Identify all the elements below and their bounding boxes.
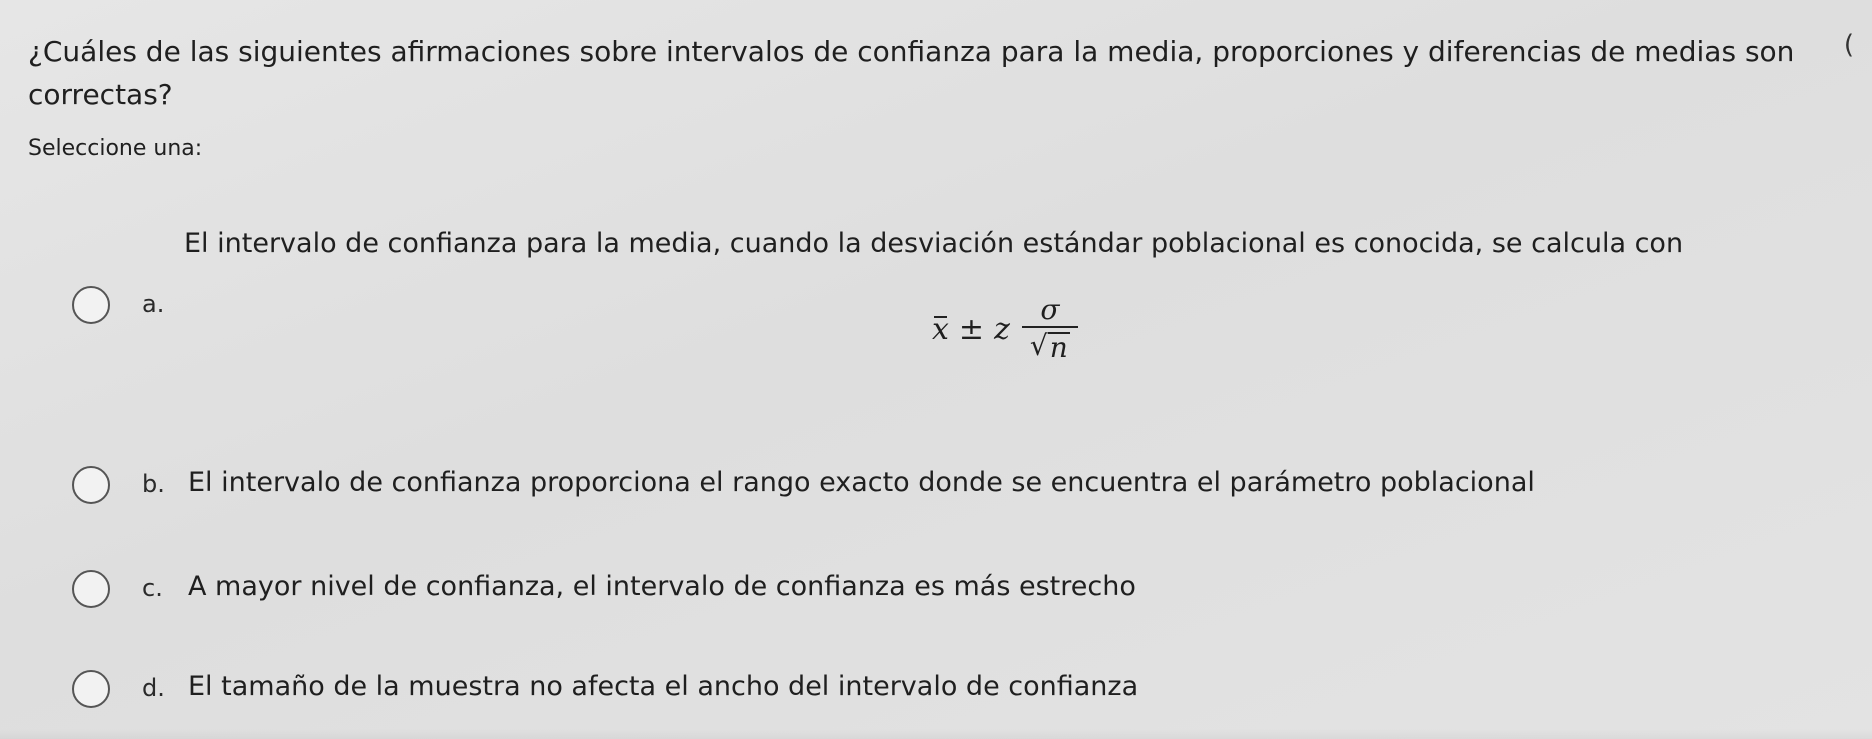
option-d-text: El tamaño de la muestra no afecta el ancho del intervalo de confianza — [188, 671, 1139, 702]
option-c-text: A mayor nivel de confianza, el intervalo de confianza es más estrecho — [188, 571, 1136, 602]
formula-numerator: σ — [1040, 293, 1060, 326]
formula-fraction — [1022, 294, 1078, 364]
formula-z: z — [994, 311, 1010, 347]
question-line-1: ¿Cuáles de las siguientes afirmaciones sobre intervalos de confianza para la media, proporciones y diferencias de medias son — [28, 35, 1795, 68]
question-text — [28, 30, 1868, 116]
option-a-text: El intervalo de confianza para la media, cuando la desviación estándar poblacional es conocida, se calcula con — [184, 228, 1684, 259]
option-a-formula — [932, 294, 1078, 364]
formula-sqrt-argument: n — [1049, 331, 1068, 364]
option-b-text: El intervalo de confianza proporciona el rango exacto donde se encuentra el parámetro poblacional — [188, 467, 1535, 498]
formula-plus-minus: ± — [958, 311, 985, 347]
option-b-letter: b. — [142, 470, 165, 498]
edge-glyph: ( — [1843, 30, 1854, 60]
formula-sqrt-sign: √ — [1029, 329, 1048, 362]
option-a-letter: a. — [142, 290, 165, 318]
option-c-letter: c. — [142, 574, 163, 602]
option-a-radio[interactable] — [72, 286, 110, 324]
option-b-radio[interactable] — [72, 466, 110, 504]
formula-denominator — [1030, 328, 1070, 364]
option-c-radio[interactable] — [72, 570, 110, 608]
bottom-shadow — [0, 729, 1872, 739]
select-one-prompt: Seleccione una: — [28, 136, 203, 161]
option-d-radio[interactable] — [72, 670, 110, 708]
option-d-letter: d. — [142, 674, 165, 702]
question-line-2: correctas? — [28, 78, 173, 111]
formula-xbar: x — [932, 311, 949, 347]
